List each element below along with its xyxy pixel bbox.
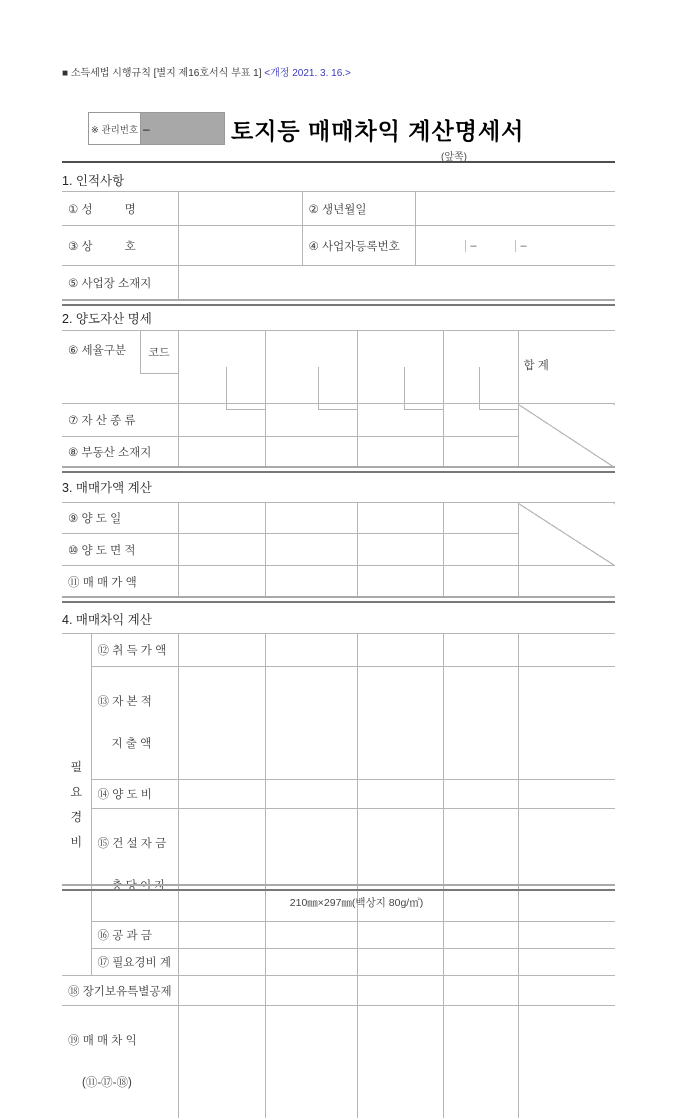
total-column-header: 합 계: [518, 331, 615, 404]
expense-group-char: 필: [62, 755, 91, 780]
sale-price-field[interactable]: [178, 566, 265, 598]
section1-heading: 1. 인적사항: [62, 171, 124, 189]
longterm-deduction-field[interactable]: [357, 976, 443, 1006]
section-separator: [62, 596, 615, 603]
not-applicable-diagonal-cell: [518, 503, 615, 566]
transfer-area-field[interactable]: [357, 534, 443, 566]
expenses-grand-total-field[interactable]: [518, 949, 615, 976]
code-entry-box[interactable]: [479, 367, 518, 410]
construction-interest-label-line1: ⑮ 건 설 자 금: [98, 837, 178, 851]
transfer-area-label: ⑩ 양 도 면 적: [62, 534, 178, 566]
property-location-field[interactable]: [265, 437, 357, 468]
name-label: ① 성 명: [62, 192, 178, 226]
expense-group-char: 경: [62, 805, 91, 830]
workplace-address-field[interactable]: [178, 266, 615, 300]
trade-name-field[interactable]: [178, 226, 302, 266]
sale-price-field[interactable]: [357, 566, 443, 598]
transfer-date-field[interactable]: [443, 503, 518, 534]
section4-table: [62, 633, 615, 1118]
asset-type-label: ⑦ 자 산 종 류: [62, 404, 178, 437]
code-entry-box[interactable]: [404, 367, 443, 410]
necessary-expenses-group-label: [62, 634, 91, 976]
section4-heading: 4. 매매차익 계산: [62, 610, 152, 628]
transfer-expense-field[interactable]: [178, 780, 265, 809]
tax-rate-col2[interactable]: [265, 331, 357, 404]
tax-rate-col1[interactable]: [178, 331, 265, 404]
form-title: 토지등 매매차익 계산명세서: [231, 113, 524, 146]
expenses-total-field[interactable]: [265, 949, 357, 976]
section-separator: [62, 299, 615, 306]
section3-table: [62, 502, 615, 598]
tax-rate-label: ⑥ 세율구분: [68, 342, 126, 358]
sale-price-field[interactable]: [443, 566, 518, 598]
acquisition-price-total-field[interactable]: [518, 634, 615, 667]
sale-price-total-field[interactable]: [518, 566, 615, 598]
management-number-label: ※ 관리번호: [89, 113, 141, 144]
not-applicable-diagonal-cell: [518, 404, 615, 468]
sale-profit-field[interactable]: [443, 1006, 518, 1118]
construction-interest-label-line2: 충 당 이 자: [98, 879, 178, 893]
birthdate-label: ② 생년월일: [302, 192, 415, 226]
transfer-area-field[interactable]: [443, 534, 518, 566]
capital-expenditure-total-field[interactable]: [518, 667, 615, 780]
expenses-total-field[interactable]: [443, 949, 518, 976]
public-dues-total-field[interactable]: [518, 922, 615, 949]
transfer-date-field[interactable]: [265, 503, 357, 534]
name-field[interactable]: [178, 192, 302, 226]
sale-profit-formula: (⑪-⑰-⑱): [68, 1076, 178, 1090]
birthdate-field[interactable]: [415, 192, 615, 226]
sale-profit-field[interactable]: [357, 1006, 443, 1118]
capital-expenditure-label: [91, 667, 178, 780]
bizno-dash-cell: –: [465, 240, 482, 252]
longterm-deduction-label: ⑱ 장기보유특별공제: [62, 976, 178, 1006]
sale-profit-field[interactable]: [178, 1006, 265, 1118]
page-side-indicator: (앞쪽): [441, 148, 467, 163]
expense-group-char: 요: [62, 780, 91, 805]
sale-profit-label-line1: ⑲ 매 매 차 익: [68, 1034, 178, 1048]
sale-profit-total-field[interactable]: [518, 1006, 615, 1118]
public-dues-field[interactable]: [357, 922, 443, 949]
longterm-deduction-field[interactable]: [443, 976, 518, 1006]
regulation-text: ■ 소득세법 시행규칙 [별지 제16호서식 부표 1]: [62, 68, 264, 79]
acquisition-price-field[interactable]: [443, 634, 518, 667]
tax-rate-col3[interactable]: [357, 331, 443, 404]
expenses-total-field[interactable]: [357, 949, 443, 976]
acquisition-price-field[interactable]: [357, 634, 443, 667]
transfer-date-label: ⑨ 양 도 일: [62, 503, 178, 534]
acquisition-price-field[interactable]: [178, 634, 265, 667]
code-label-box: 코드: [140, 331, 178, 374]
transfer-area-field[interactable]: [178, 534, 265, 566]
code-entry-box[interactable]: [226, 367, 265, 410]
capital-expenditure-field[interactable]: [443, 667, 518, 780]
sale-price-label: ⑪ 매 매 가 액: [62, 566, 178, 598]
regulation-notice: [62, 64, 351, 79]
revision-note: <개정 2021. 3. 16.>: [264, 68, 351, 79]
section-separator: [62, 884, 615, 891]
tax-rate-label-cell: [62, 331, 178, 404]
public-dues-field[interactable]: [443, 922, 518, 949]
public-dues-label: ⑯ 공 과 금: [91, 922, 178, 949]
acquisition-price-label: ⑫ 취 득 가 액: [91, 634, 178, 667]
expense-group-char: 비: [62, 830, 91, 855]
tax-rate-col4[interactable]: [443, 331, 518, 404]
longterm-deduction-field[interactable]: [178, 976, 265, 1006]
sale-profit-label: [62, 1006, 178, 1118]
transfer-expense-total-field[interactable]: [518, 780, 615, 809]
transfer-expense-field[interactable]: [443, 780, 518, 809]
sale-profit-field[interactable]: [265, 1006, 357, 1118]
business-number-label: ④ 사업자등록번호: [302, 226, 415, 266]
transfer-date-field[interactable]: [357, 503, 443, 534]
transfer-expense-field[interactable]: [357, 780, 443, 809]
property-location-field[interactable]: [178, 437, 265, 468]
expenses-total-field[interactable]: [178, 949, 265, 976]
management-number-box: [88, 112, 225, 145]
longterm-deduction-field[interactable]: [265, 976, 357, 1006]
transfer-area-field[interactable]: [265, 534, 357, 566]
public-dues-field[interactable]: [178, 922, 265, 949]
section2-heading: 2. 양도자산 명세: [62, 309, 152, 327]
section1-table: [62, 191, 615, 300]
capital-expenditure-field[interactable]: [265, 667, 357, 780]
transfer-date-field[interactable]: [178, 503, 265, 534]
capital-expenditure-field[interactable]: [178, 667, 265, 780]
bizno-dash-cell: –: [515, 240, 532, 252]
transfer-expense-field[interactable]: [265, 780, 357, 809]
capital-expenditure-label-line1: ⑬ 자 본 적: [98, 695, 178, 709]
longterm-deduction-total-field[interactable]: [518, 976, 615, 1006]
sale-price-field[interactable]: [265, 566, 357, 598]
section2-table: [62, 330, 615, 468]
acquisition-price-field[interactable]: [265, 634, 357, 667]
transfer-expense-label: ⑭ 양 도 비: [91, 780, 178, 809]
header-rule: [62, 161, 615, 163]
property-location-field[interactable]: [443, 437, 518, 468]
section3-heading: 3. 매매가액 계산: [62, 478, 152, 496]
section-separator: [62, 466, 615, 473]
capital-expenditure-label-line2: 지 출 액: [98, 737, 178, 751]
trade-name-label: ③ 상 호: [62, 226, 178, 266]
property-location-label: ⑧ 부동산 소재지: [62, 437, 178, 468]
management-number-field[interactable]: –: [141, 113, 224, 144]
business-number-cells: [415, 226, 615, 266]
expenses-total-label: ⑰ 필요경비 계: [91, 949, 178, 976]
workplace-address-label: ⑤ 사업장 소재지: [62, 266, 178, 300]
capital-expenditure-field[interactable]: [357, 667, 443, 780]
property-location-field[interactable]: [357, 437, 443, 468]
paper-spec: 210㎜×297㎜(백상지 80g/㎡): [62, 895, 615, 910]
code-entry-box[interactable]: [318, 367, 357, 410]
public-dues-field[interactable]: [265, 922, 357, 949]
